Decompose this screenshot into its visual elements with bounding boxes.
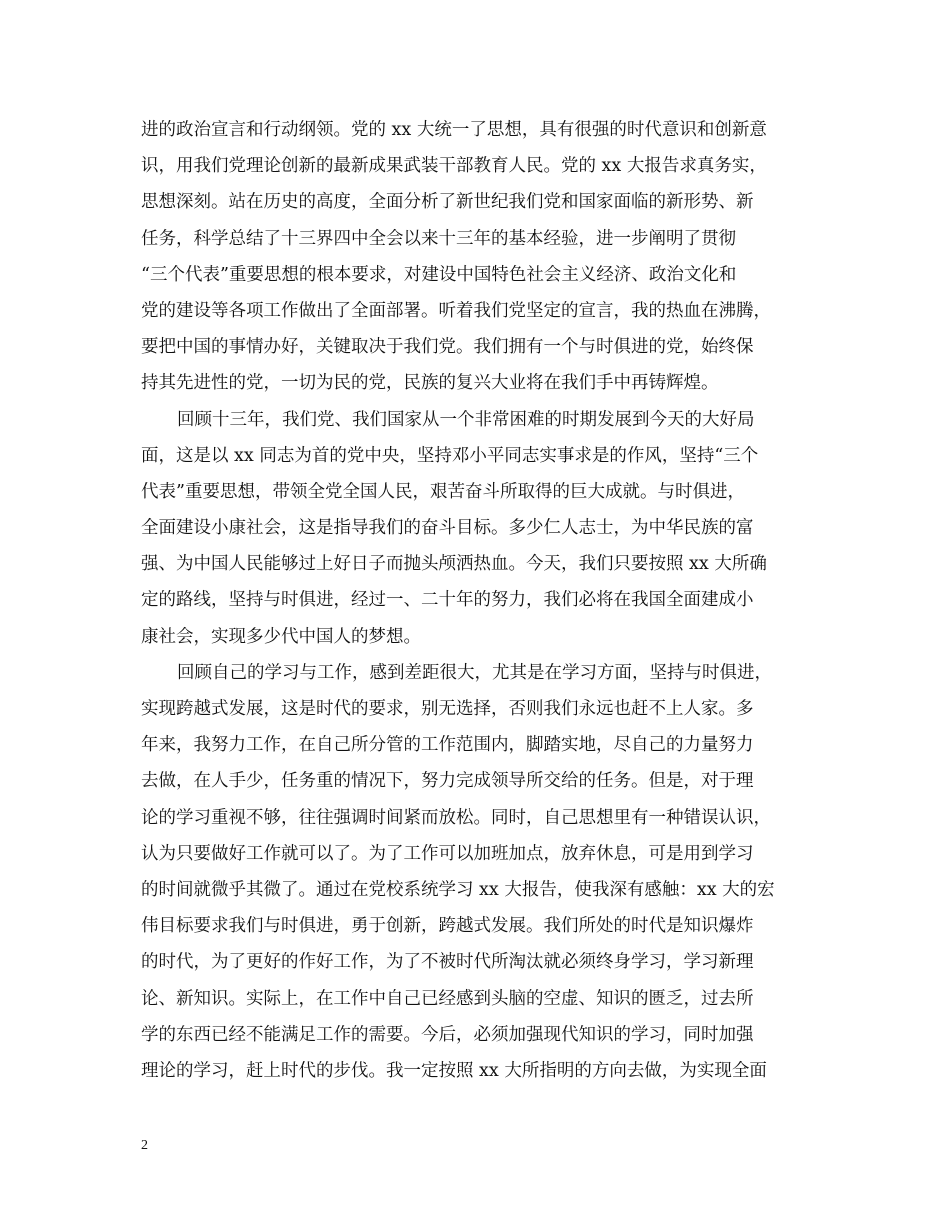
text-line: 认为只要做好工作就可以了。为了工作可以加班加点，放弃休息，可是用到学习	[141, 843, 754, 864]
text-line: “三个代表”重要思想的根本要求，对建设中国特色社会主义经济、政治文化和	[141, 264, 737, 285]
text-line: 进的政治宣言和行动纲领。党的 xx 大统一了思想，具有很强的时代意识和创新意	[141, 120, 767, 140]
text-line: 识，用我们党理论创新的最新成果武装干部教育人民。党的 xx 大报告求真务实，	[141, 156, 767, 177]
text-line: 任务，科学总结了十三界四中全会以来十三年的基本经验，进一步阐明了贯彻	[141, 228, 736, 249]
text-line: 强、为中国人民能够过上好日子而抛头颅洒热血。今天，我们只要按照 xx 大所确	[141, 554, 767, 575]
text-line: 理论的学习，赶上时代的步伐。我一定按照 xx 大所指明的方向去做，为实现全面	[141, 1060, 767, 1081]
text-line: 思想深刻。站在历史的高度，全面分析了新世纪我们党和国家面临的新形势、新	[141, 192, 754, 213]
text-line: 定的路线，坚持与时俱进，经过一、二十年的努力，我们必将在我国全面建成小	[141, 590, 754, 611]
paragraph-first-line: 回顾自己的学习与工作，感到差距很大，尤其是在学习方面，坚持与时俱进，	[177, 662, 772, 683]
page-number: 2	[141, 1138, 148, 1153]
text-line: 实现跨越式发展，这是时代的要求，别无选择，否则我们永远也赶不上人家。多	[141, 699, 754, 719]
text-line: 面，这是以 xx 同志为首的党中央，坚持邓小平同志实事求是的作风，坚持“三个	[141, 445, 759, 466]
text-line: 党的建设等各项工作做出了全面部署。听着我们党坚定的宣言，我的热血在沸腾，	[141, 300, 771, 321]
text-line: 去做，在人手少，任务重的情况下，努力完成领导所交给的任务。但是，对于理	[141, 771, 754, 792]
text-line: 的时间就微乎其微了。通过在党校系统学习 xx 大报告，使我深有感触：xx 大的宏	[141, 879, 775, 900]
text-line: 的时代，为了更好的作好工作，为了不被时代所淘汰就必须终身学习，学习新理	[141, 952, 754, 973]
text-line: 康社会，实现多少代中国人的梦想。	[141, 626, 421, 647]
text-line: 要把中国的事情办好，关键取决于我们党。我们拥有一个与时俱进的党，始终保	[141, 337, 754, 358]
text-line: 代表”重要思想，带领全党全国人民，艰苦奋斗所取得的巨大成就。与时俱进，	[141, 481, 745, 502]
text-line: 学的东西已经不能满足工作的需要。今后，必须加强现代知识的学习，同时加强	[141, 1024, 754, 1045]
text-line: 伟目标要求我们与时俱进，勇于创新，跨越式发展。我们所处的时代是知识爆炸	[141, 916, 754, 937]
body-text	[141, 112, 831, 1089]
text-line: 持其先进性的党，一切为民的党，民族的复兴大业将在我们手中再铸辉煌。	[141, 373, 719, 394]
text-line: 论、新知识。实际上，在工作中自己已经感到头脑的空虚、知识的匮乏，过去所	[141, 988, 754, 1009]
text-line: 论的学习重视不够，往往强调时间紧而放松。同时，自己思想里有一种错误认识，	[141, 807, 771, 828]
text-line: 全面建设小康社会，这是指导我们的奋斗目标。多少仁人志士，为中华民族的富	[141, 518, 754, 539]
paragraph-first-line: 回顾十三年，我们党、我们国家从一个非常困难的时期发展到今天的大好局	[177, 409, 755, 430]
text-line: 年来，我努力工作，在自己所分管的工作范围内，脚踏实地，尽自己的力量努力	[141, 735, 754, 756]
